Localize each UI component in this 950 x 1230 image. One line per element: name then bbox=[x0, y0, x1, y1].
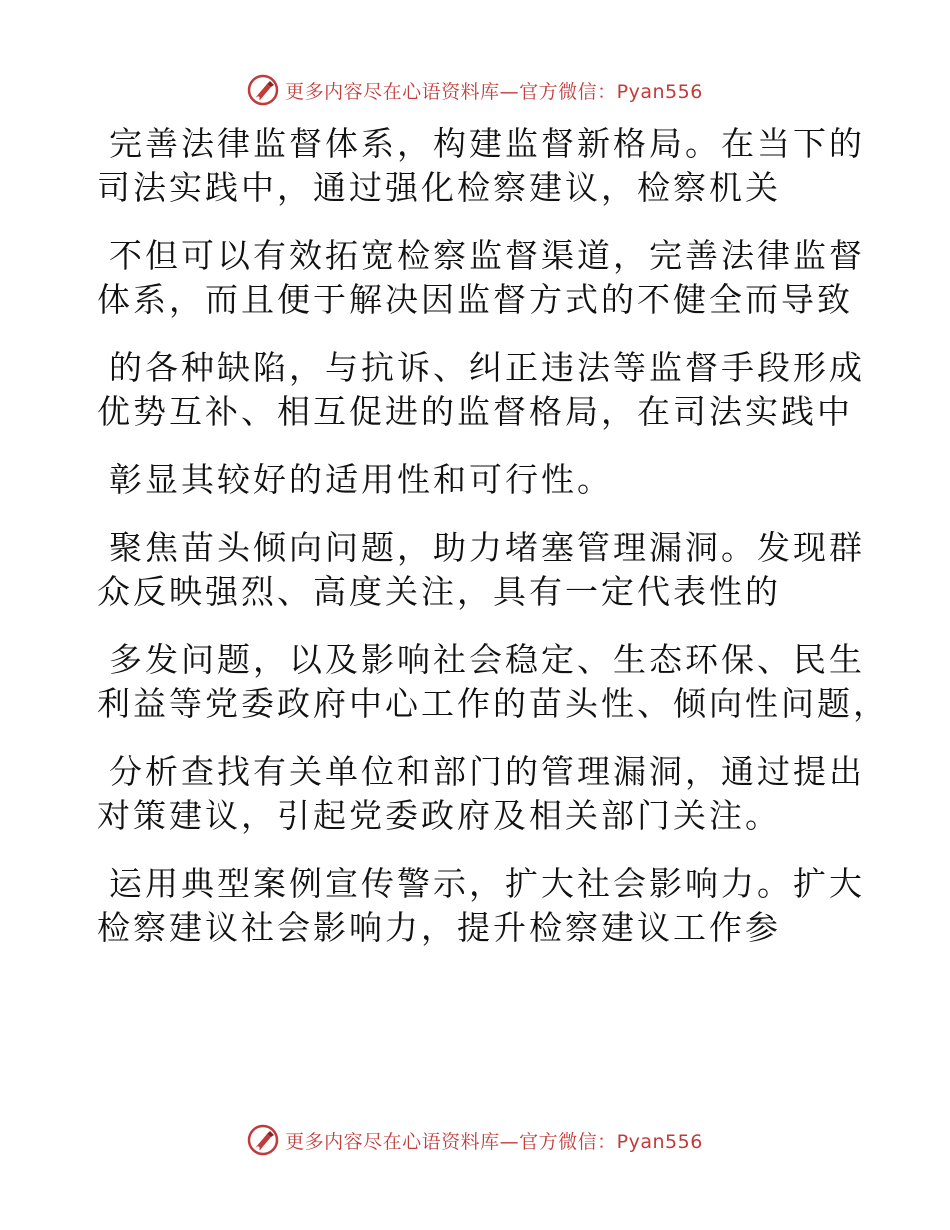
body-line-9: 众反映强烈、高度关注，具有一定代表性的 bbox=[97, 572, 781, 611]
footer-watermark-banner bbox=[0, 1120, 950, 1160]
footer-banner-inner bbox=[247, 1124, 703, 1156]
body-line-3: 不但可以有效拓宽检察监督渠道，完善法律监督 bbox=[109, 236, 865, 275]
body-line-12: 分析查找有关单位和部门的管理漏洞，通过提出 bbox=[109, 752, 865, 791]
body-line-13: 对策建议，引起党委政府及相关部门关注。 bbox=[97, 796, 781, 835]
pen-logo-icon bbox=[247, 1124, 279, 1156]
footer-banner-text: 更多内容尽在心语资料库—官方微信：Pyan556 bbox=[285, 1130, 703, 1153]
header-watermark-banner bbox=[0, 70, 950, 110]
body-line-6: 优势互补、相互促进的监督格局，在司法实践中 bbox=[97, 392, 853, 431]
header-banner-text: 更多内容尽在心语资料库—官方微信：Pyan556 bbox=[285, 80, 703, 103]
body-line-1: 完善法律监督体系，构建监督新格局。在当下的 bbox=[109, 124, 865, 163]
body-line-2: 司法实践中，通过强化检察建议，检察机关 bbox=[97, 168, 781, 207]
body-line-14: 运用典型案例宣传警示，扩大社会影响力。扩大 bbox=[109, 864, 865, 903]
body-line-7: 彰显其较好的适用性和可行性。 bbox=[109, 460, 613, 499]
body-line-5: 的各种缺陷，与抗诉、纠正违法等监督手段形成 bbox=[109, 348, 865, 387]
body-line-8: 聚焦苗头倾向问题，助力堵塞管理漏洞。发现群 bbox=[109, 528, 865, 567]
body-line-15: 检察建议社会影响力，提升检察建议工作参 bbox=[97, 908, 781, 947]
body-line-4: 体系，而且便于解决因监督方式的不健全而导致 bbox=[97, 280, 853, 319]
pen-logo-icon bbox=[247, 74, 279, 106]
body-line-10: 多发问题，以及影响社会稳定、生态环保、民生 bbox=[109, 640, 865, 679]
body-line-11: 利益等党委政府中心工作的苗头性、倾向性问题， bbox=[97, 684, 889, 723]
document-body bbox=[97, 122, 889, 950]
header-banner-inner bbox=[247, 74, 703, 106]
